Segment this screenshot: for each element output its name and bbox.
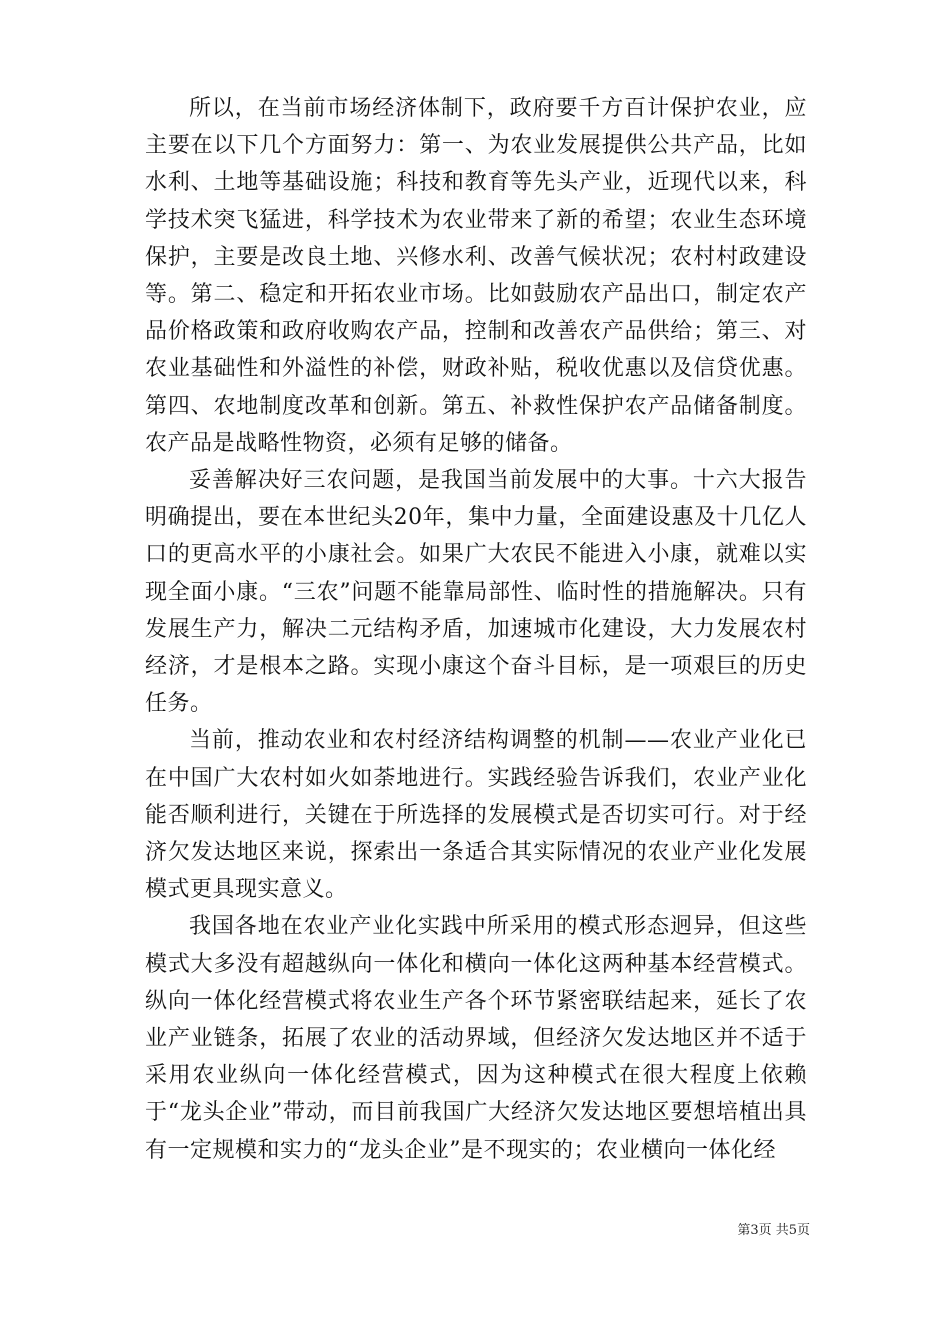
paragraph-1: 所以，在当前市场经济体制下，政府要千方百计保护农业，应主要在以下几个方面努力：第一、为农业发展提供公共产品，比如水利、土地等基础设施；科技和教育等先头产业，近现代以来，科学技术突飞猛进，科学技术为农业带来了新的希望；农业生态环境保护，主要是改良土地、兴修水利、改善气候状况；农村村政建设等。第二、稳定和开拓农业市场。比如鼓励农产品出口，制定农产品价格政策和政府收购农产品，控制和改善农产品供给；第三、对农业基础性和外溢性的补偿，财政补贴，税收优惠以及信贷优惠。第四、农地制度改革和创新。第五、补救性保护农产品储备制度。农产品是战略性物资，必须有足够的储备。 [145, 96, 807, 456]
paragraph-2: 妥善解决好三农问题，是我国当前发展中的大事。十六大报告明确提出，要在本世纪头20年，集中力量，全面建设惠及十几亿人口的更高水平的小康社会。如果广大农民不能进入小康，就难以实现全面小康。“三农”问题不能靠局部性、临时性的措施解决。只有发展生产力，解决二元结构矛盾，加速城市化建设，大力发展农村经济，才是根本之路。实现小康这个奋斗目标，是一项艰巨的历史任务。 [145, 468, 807, 717]
document-body [145, 90, 807, 1169]
paragraph-3: 当前，推动农业和农村经济结构调整的机制——农业产业化已在中国广大农村如火如荼地进行。实践经验告诉我们，农业产业化能否顺利进行，关键在于所选择的发展模式是否切实可行。对于经济欠发达地区来说，探索出一条适合其实际情况的农业产业化发展模式更具现实意义。 [145, 728, 807, 903]
page-number: 第3页 共5页 [737, 1223, 810, 1238]
paragraph-4: 我国各地在农业产业化实践中所采用的模式形态迥异，但这些模式大多没有超越纵向一体化和横向一体化这两种基本经营模式。纵向一体化经营模式将农业生产各个环节紧密联结起来，延长了农业产业链条，拓展了农业的活动界域，但经济欠发达地区并不适于采用农业纵向一体化经营模式，因为这种模式在很大程度上依赖于“龙头企业”带动，而目前我国广大经济欠发达地区要想培植出具有一定规模和实力的“龙头企业”是不现实的；农业横向一体化经 [145, 914, 807, 1163]
